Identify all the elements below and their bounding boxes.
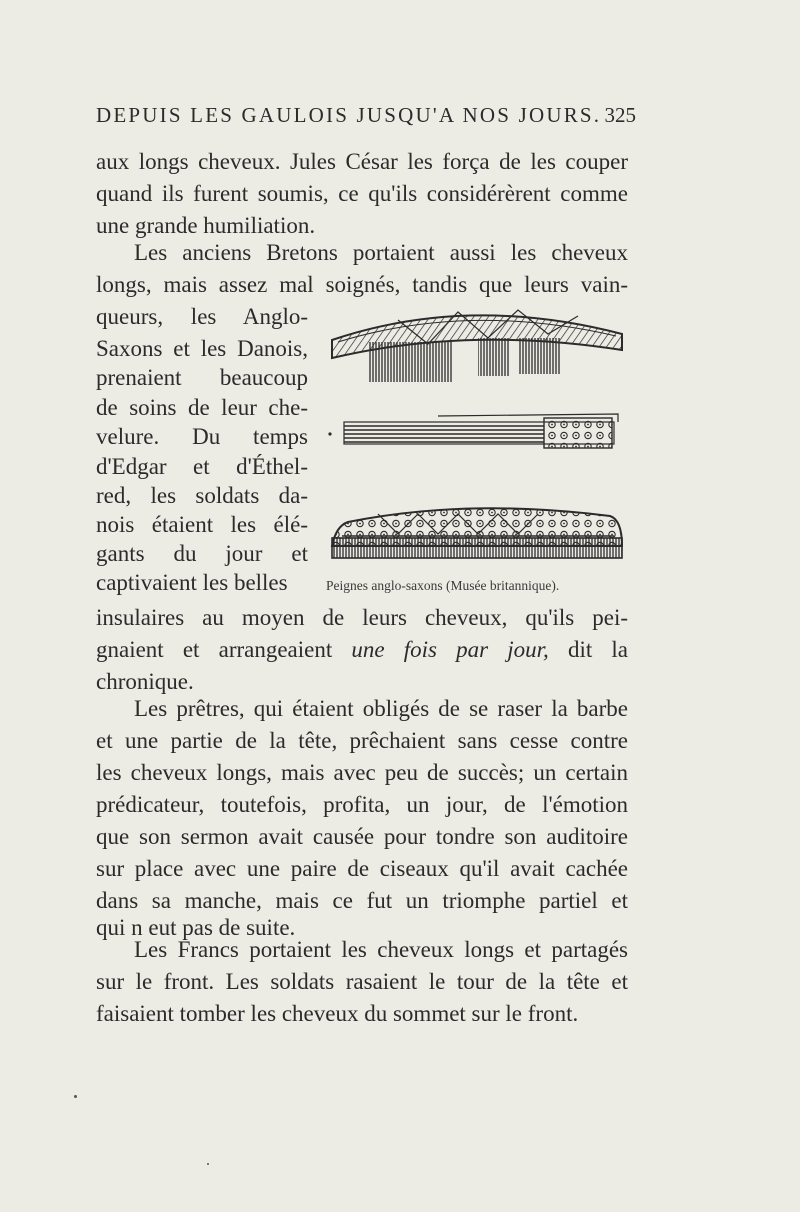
text-line: d'Edgar et d'Éthel- [96,454,308,479]
text-line: prenaient beaucoup [96,365,308,390]
running-header [96,103,636,128]
text-line: nois étaient les élé- [96,512,308,537]
text-line: Les anciens Bretons portaient aussi les cheveux [134,240,628,265]
page-number: 325 [604,103,636,127]
text-line: chronique. [96,669,194,694]
text-line: captivaient les belles [96,570,288,595]
text-line: faisaient tomber les cheveux du sommet sur le front. [96,1001,579,1026]
text-line: gants du jour et [96,541,308,566]
comb-top [332,310,622,382]
text-line: Les prêtres, qui étaient obligés de se raser la barbe [134,696,628,721]
text-line: insulaires au moyen de leurs cheveux, qu'ils pei- [96,605,628,630]
text-line: et une partie de la tête, prêchaient sans cesse contre [96,728,628,753]
italic-quote: une fois par jour, [351,637,549,662]
text-line: de soins de leur che- [96,395,308,420]
comb-middle [328,414,618,448]
text-line: longs, mais assez mal soignés, tandis que leurs vain- [96,272,628,297]
text-line: quand ils furent soumis, ce qu'ils considérèrent comme [96,181,628,206]
text-line: une grande humiliation. [96,213,316,238]
text-line: velure. Du temps [96,424,308,449]
text-line: red, les soldats da- [96,483,308,508]
figure-caption: Peignes anglo-saxons (Musée britannique). [326,578,560,593]
combs-illustration [318,298,636,598]
text-line: dans sa manche, mais ce fut un triomphe partiel et [96,888,628,913]
comb-bottom [332,508,622,558]
text-line: Saxons et les Danois, [96,336,308,361]
text-line: aux longs cheveux. Jules César les força de les couper [96,149,628,174]
paper-speck [207,1163,209,1165]
text-line: queurs, les Anglo- [96,304,308,329]
text-line: sur le front. Les soldats rasaient le tour de la tête et [96,969,628,994]
text-line: prédicateur, toutefois, profita, un jour, de l'émotion [96,792,628,817]
running-title: DEPUIS LES GAULOIS JUSQU'A NOS JOURS. [96,103,602,127]
text-line: qui n eut pas de suite. [96,915,296,940]
text-line: gnaient et arrangeaient une fois par jour, dit la [96,637,628,662]
text-line: sur place avec une paire de ciseaux qu'il avait cachée [96,856,628,881]
text-line: Les Francs portaient les cheveux longs et partagés [134,937,628,962]
text-line: les cheveux longs, mais avec peu de succès; un certain [96,760,628,785]
text-line: que son sermon avait causée pour tondre son auditoire [96,824,628,849]
paper-speck [74,1095,77,1098]
